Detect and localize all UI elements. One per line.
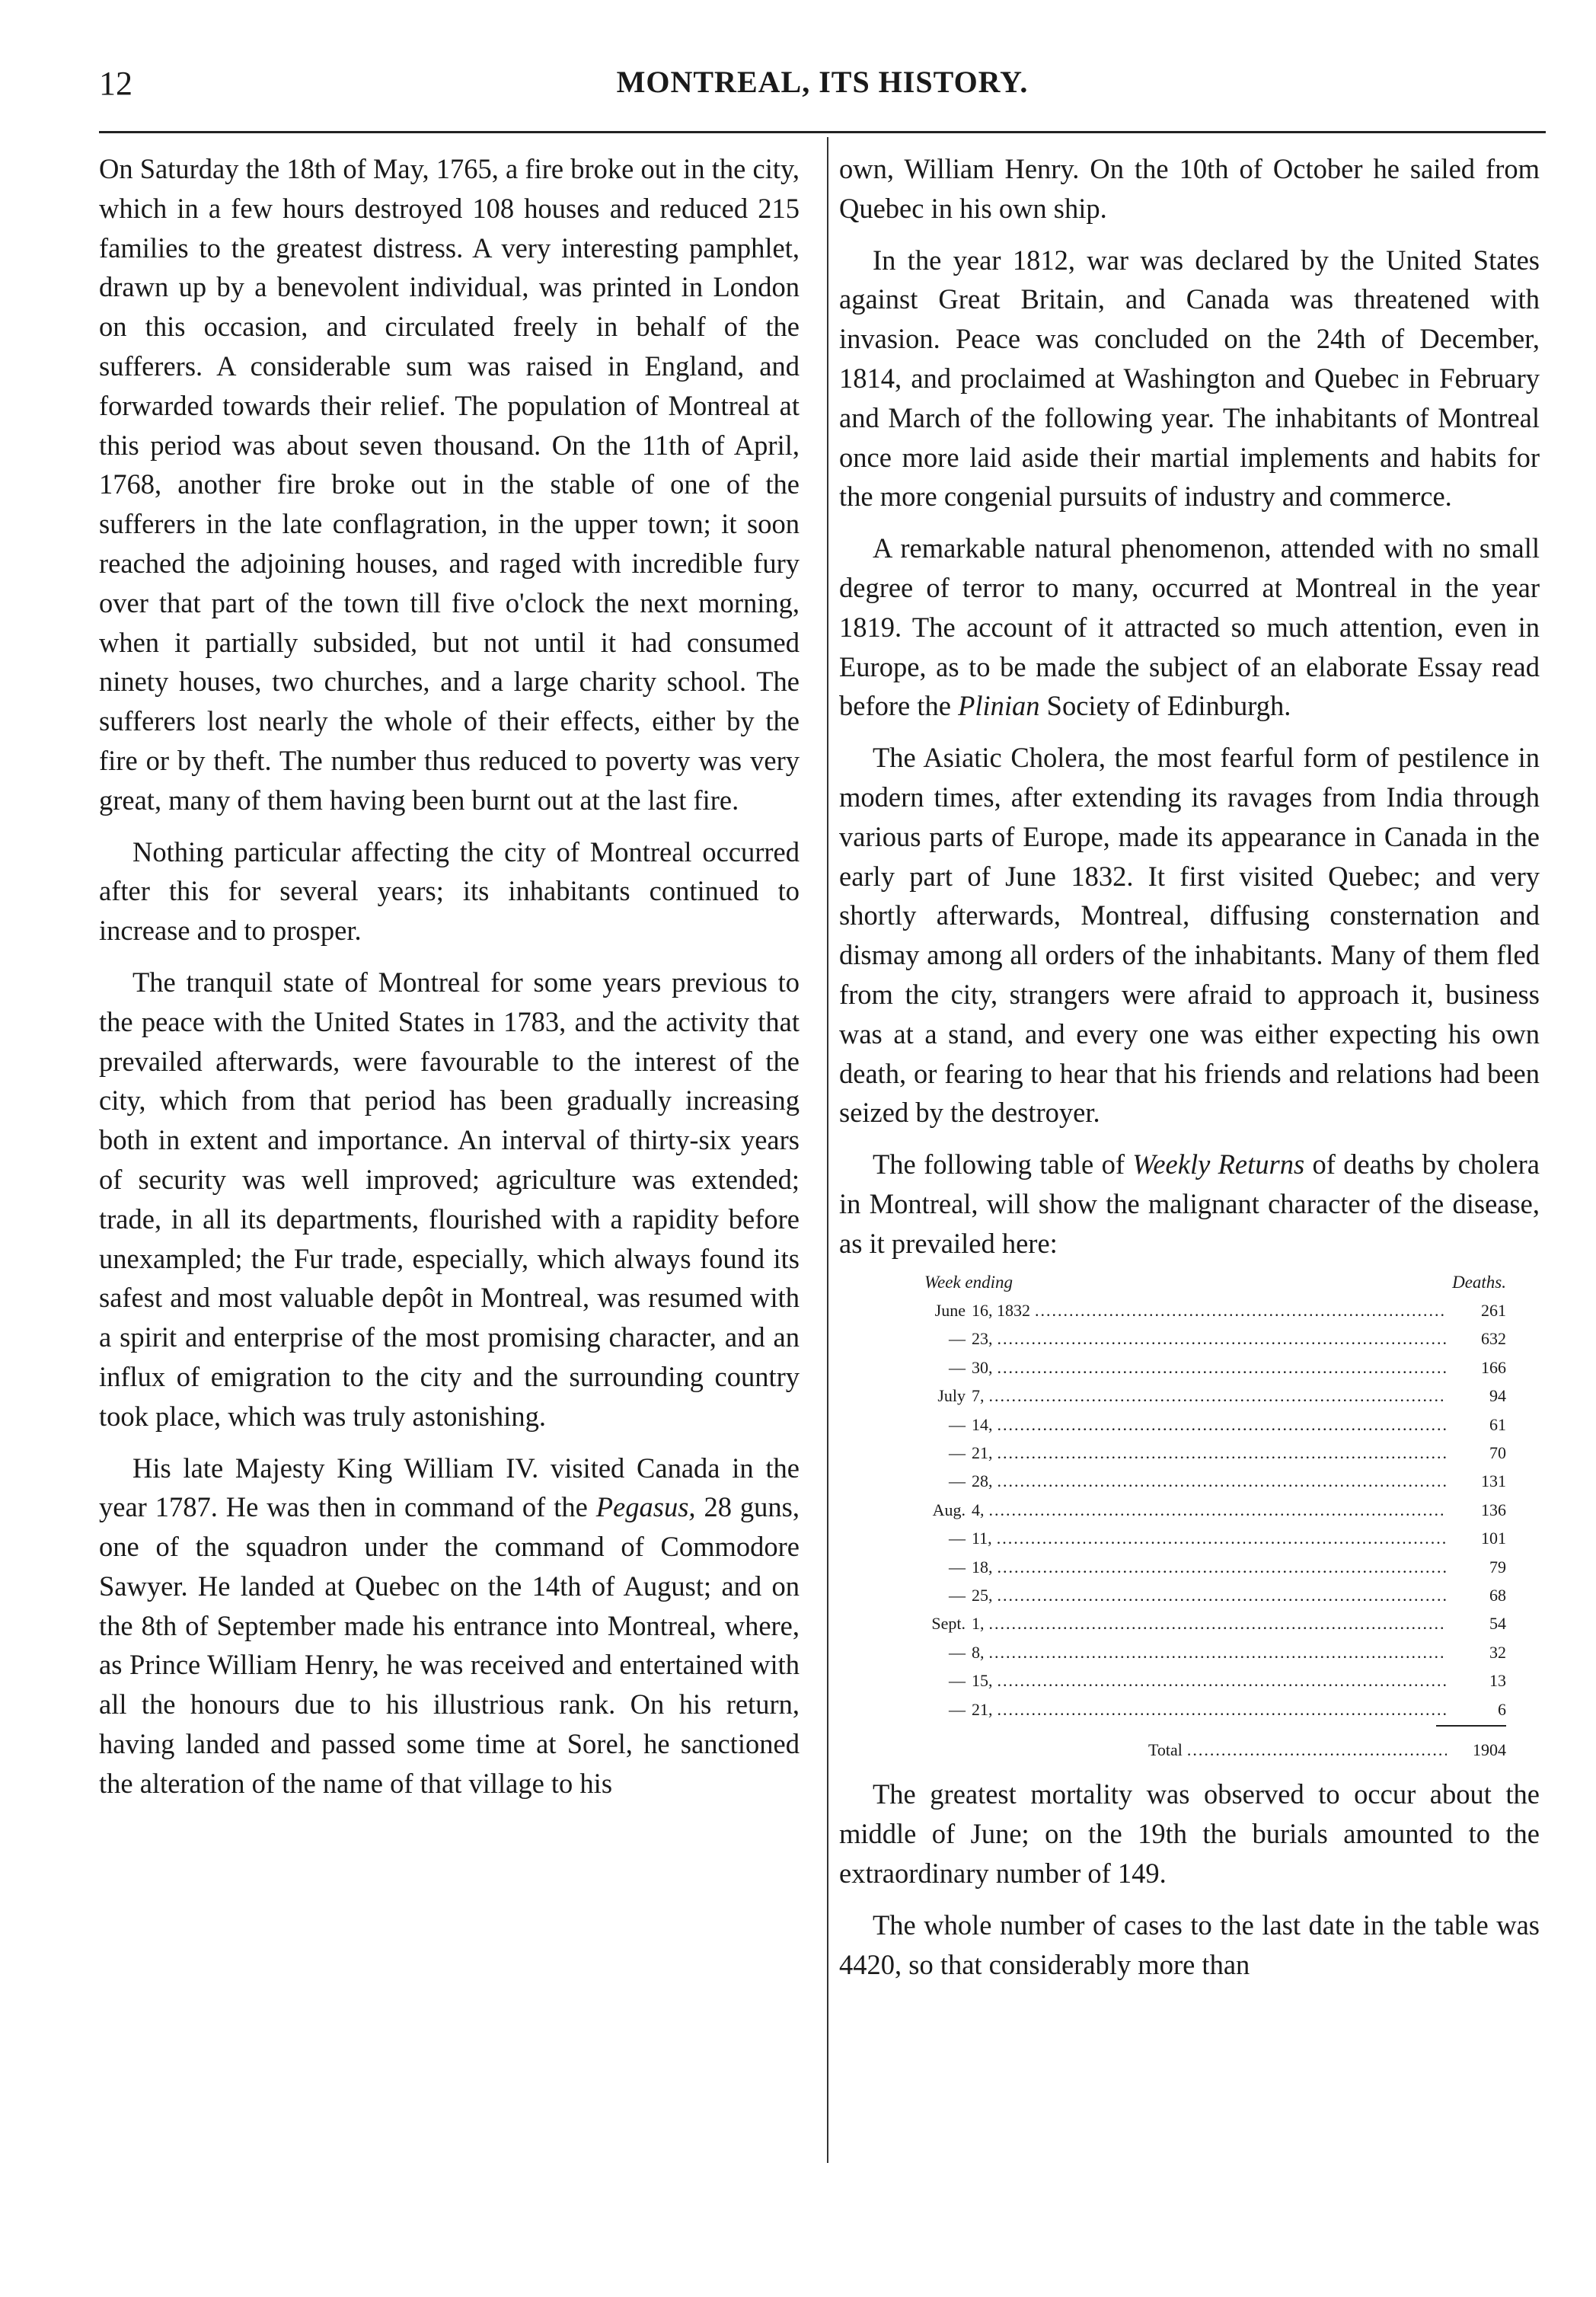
table-row: [920, 1553, 1506, 1581]
running-title: MONTREAL, ITS HISTORY.: [616, 65, 1029, 99]
text-run: Society of Edinburgh.: [1039, 690, 1291, 722]
week-day: 18,: [972, 1557, 993, 1577]
leader-dots: [1035, 1296, 1447, 1324]
leader-dots: [998, 1439, 1448, 1467]
paragraph-asiatic-cholera: The Asiatic Cholera, the most fearful form of pestilence in modern times, after extending its ravages from India through various parts of Europe, made its appearance in Canada in the early part of June 1832. It first visited Quebec; and very shortly afterwards, Montreal, diffusing consternation and dismay among all orders of the inhabitants. Many of them fled from the city, strangers were afraid to approach it, business was at a stand, and every one was either expecting his own death, or fearing to hear that his friends and relations had been seized by the destroyer.: [839, 742, 1540, 1129]
header-deaths: Deaths.: [1452, 1272, 1506, 1292]
right-column: [839, 149, 1540, 1996]
table-row: [920, 1524, 1506, 1552]
week-day: 11,: [972, 1529, 992, 1548]
page-header: [99, 64, 1546, 110]
total-rule: [1436, 1725, 1506, 1727]
week-ending-cell: [920, 1609, 985, 1637]
paragraph-fires-1765-1768: On Saturday the 18th of May, 1765, a fire broke out in the city, which in a few hours destroyed 108 houses and reduced 215 families to the greatest distress. A very interesting pamphlet, drawn up by a benevolent individual, was printed in London on this occasion, and circulated freely in behalf of the sufferers. A considerable sum was raised in England, and forwarded towards their relief. The population of Montreal at this period was about seven thousand. On the 11th of April, 1768, another fire broke out in the stable of one of the sufferers in the late conflagration, in the upper town; it soon reached the adjoining houses, and raged with incredible fury over that part of the town till five o'clock the next morning, when it partially subsided, but not until it had consumed ninety houses, two churches, and a large charity school. The sufferers lost nearly the whole of their effects, either by the fire or by theft. The number thus reduced to poverty was very great, many of them having been burnt out at the last fire.: [99, 153, 800, 816]
week-day: 4,: [972, 1500, 985, 1519]
paragraph-william-henry: own, William Henry. On the 10th of October he sailed from Quebec in his own ship.: [839, 153, 1540, 224]
week-ending-cell: [920, 1467, 993, 1495]
text-run: of deaths by cholera in Montreal, will show the malignant character of the disease, as it prevailed here:: [839, 1148, 1540, 1259]
leader-dots: [998, 1553, 1448, 1581]
week-day: 25,: [972, 1585, 993, 1605]
deaths-cell: 94: [1489, 1386, 1506, 1406]
table-header: [920, 1268, 1506, 1296]
total-row: [1148, 1736, 1506, 1764]
deaths-cell: 61: [1489, 1414, 1506, 1434]
table-row: [920, 1382, 1506, 1410]
paragraph-quiet-years: Nothing particular affecting the city of Montreal occurred after this for several years; its inhabitants continued to increase and to prosper.: [99, 835, 800, 947]
week-month: Aug.: [932, 1500, 966, 1519]
week-day: 7,: [972, 1386, 985, 1406]
paragraph-tranquil-state: The tranquil state of Montreal for some years previous to the peace with the United States in 1783, and the activity that prevailed afterwards, were favourable to the interest of the city, which from that period has been gradually increasing both in extent and importance. An interval of thirty-six years of security was well improved; agriculture was extended; trade, in all its departments, flourished with a rapidity before unexampled; the Fur trade, especially, which always found its safest and most valuable depôt in Montreal, was resumed with a spirit and enterprise of the most promising character, and an influx of emigration to the city and the surrounding country took place, which was truly astonishing.: [99, 966, 800, 1432]
leader-dots: [998, 1410, 1448, 1439]
text-run: His late Majesty King William IV. visited Canada in the year 1787. He was then in command of the: [99, 1452, 800, 1523]
week-ending-cell: [920, 1353, 993, 1382]
page-number: 12: [99, 65, 132, 102]
deaths-cell: 136: [1481, 1500, 1506, 1519]
week-ending-cell: [920, 1581, 993, 1609]
week-month: —: [949, 1585, 966, 1605]
deaths-cell: 54: [1489, 1614, 1506, 1634]
table-row: [920, 1638, 1506, 1666]
deaths-cell: 32: [1489, 1642, 1506, 1662]
text-run: A remarkable natural phenomenon, attended with no small degree of terror to many, occurred at Montreal in the year 1819. The account of it attracted so much attention, even in Europe, as to be made the subject of an elaborate Essay read before the: [839, 532, 1540, 722]
week-month: —: [949, 1357, 966, 1377]
weekly-returns-table: [839, 1268, 1506, 1765]
table-row: [920, 1467, 1506, 1495]
text-run: The following table of: [873, 1148, 1133, 1180]
week-ending-cell: [920, 1638, 985, 1666]
deaths-cell: 6: [1498, 1699, 1506, 1719]
paragraph-king-william-visit: [99, 1449, 800, 1803]
deaths-cell: 101: [1481, 1529, 1506, 1548]
week-ending-cell: [920, 1382, 985, 1410]
leader-dots: [998, 1695, 1448, 1724]
week-month: —: [949, 1414, 966, 1434]
week-month: —: [949, 1699, 966, 1719]
table-row: [920, 1695, 1506, 1724]
week-day: 1,: [972, 1614, 985, 1634]
leader-dots: [1187, 1736, 1447, 1764]
paragraph-greatest-mortality: The greatest mortality was observed to occur about the middle of June; on the 19th the burials amounted to the extraordinary number of 149.: [839, 1778, 1540, 1890]
table-row: [920, 1296, 1506, 1324]
deaths-cell: 68: [1489, 1585, 1506, 1605]
table-row: [920, 1410, 1506, 1439]
week-month: Sept.: [931, 1614, 966, 1634]
week-ending-cell: [920, 1553, 993, 1581]
week-month: —: [949, 1471, 966, 1491]
week-month: —: [949, 1557, 966, 1577]
total-label: Total: [1148, 1740, 1183, 1760]
deaths-cell: 632: [1481, 1329, 1506, 1349]
paragraph-phenomenon-1819: [839, 529, 1540, 726]
paragraph-whole-number: The whole number of cases to the last date in the table was 4420, so that considerably more than: [839, 1909, 1540, 1980]
week-day: 15,: [972, 1671, 993, 1691]
deaths-cell: 261: [1481, 1300, 1506, 1320]
week-day: 8,: [972, 1642, 985, 1662]
leader-dots: [989, 1638, 1448, 1666]
leader-dots: [998, 1353, 1448, 1382]
deaths-cell: 166: [1481, 1357, 1506, 1377]
leader-dots: [989, 1382, 1448, 1410]
leader-dots: [989, 1609, 1448, 1637]
deaths-cell: 131: [1481, 1471, 1506, 1491]
society-name-italic: Plinian: [958, 690, 1040, 722]
header-week-ending: Week ending: [924, 1272, 1013, 1292]
paragraph-war-1812: In the year 1812, war was declared by the United States against Great Britain, and Canada was threatened with invasion. Peace was concluded on the 24th of December, 1814, and proclaimed at Washington and Quebec in February and March of the following year. The inhabitants of Montreal once more laid aside their martial implements and habits for the more congenial pursuits of industry and commerce.: [839, 244, 1540, 513]
week-ending-cell: [920, 1410, 993, 1439]
weekly-returns-italic: Weekly Returns: [1132, 1148, 1305, 1180]
week-month: July: [937, 1386, 966, 1406]
week-ending-cell: [920, 1695, 993, 1724]
week-ending-cell: [920, 1439, 993, 1467]
total-value: 1904: [1473, 1740, 1506, 1760]
deaths-cell: 13: [1489, 1671, 1506, 1691]
week-ending-cell: [920, 1296, 1030, 1324]
week-month: —: [949, 1671, 966, 1691]
week-day: 28,: [972, 1471, 993, 1491]
leader-dots: [997, 1524, 1447, 1552]
text-run: 28 guns, one of the squadron under the command of Commodore Sawyer. He landed at Quebec on the 14th of August; and on the 8th of September made his entrance into Montreal, where, as Prince William Henry, he was received and entertained with all the honours due to his illustrious rank. On his return, having landed and passed some time at Sorel, he sanctioned the alteration of the name of that village to his: [99, 1491, 800, 1799]
week-month: —: [949, 1529, 966, 1548]
leader-dots: [998, 1324, 1448, 1353]
table-row: [920, 1609, 1506, 1637]
deaths-cell: 70: [1489, 1442, 1506, 1462]
week-month: —: [949, 1642, 966, 1662]
week-ending-cell: [920, 1666, 993, 1695]
table-row: [920, 1496, 1506, 1524]
week-ending-cell: [920, 1496, 985, 1524]
week-day: 14,: [972, 1414, 993, 1434]
table-rows: [920, 1296, 1506, 1724]
week-ending-cell: [920, 1324, 993, 1353]
week-day: 16, 1832: [972, 1300, 1030, 1320]
week-month: —: [949, 1442, 966, 1462]
table-row: [920, 1324, 1506, 1353]
deaths-cell: 79: [1489, 1557, 1506, 1577]
left-column: [99, 149, 800, 1816]
week-day: 21,: [972, 1699, 993, 1719]
table-row: [920, 1666, 1506, 1695]
week-ending-cell: [920, 1524, 992, 1552]
week-day: 23,: [972, 1329, 993, 1349]
leader-dots: [989, 1496, 1448, 1524]
table-row: [920, 1581, 1506, 1609]
column-divider: [827, 137, 828, 2163]
leader-dots: [998, 1666, 1448, 1695]
week-month: —: [949, 1329, 966, 1349]
leader-dots: [998, 1581, 1448, 1609]
week-day: 30,: [972, 1357, 993, 1377]
week-day: 21,: [972, 1442, 993, 1462]
week-month: June: [934, 1300, 966, 1320]
leader-dots: [998, 1467, 1448, 1495]
table-row: [920, 1439, 1506, 1467]
header-rule: [99, 131, 1546, 133]
ship-name-italic: Pegasus,: [595, 1491, 696, 1523]
table-row: [920, 1353, 1506, 1382]
paragraph-table-intro: [839, 1145, 1540, 1263]
